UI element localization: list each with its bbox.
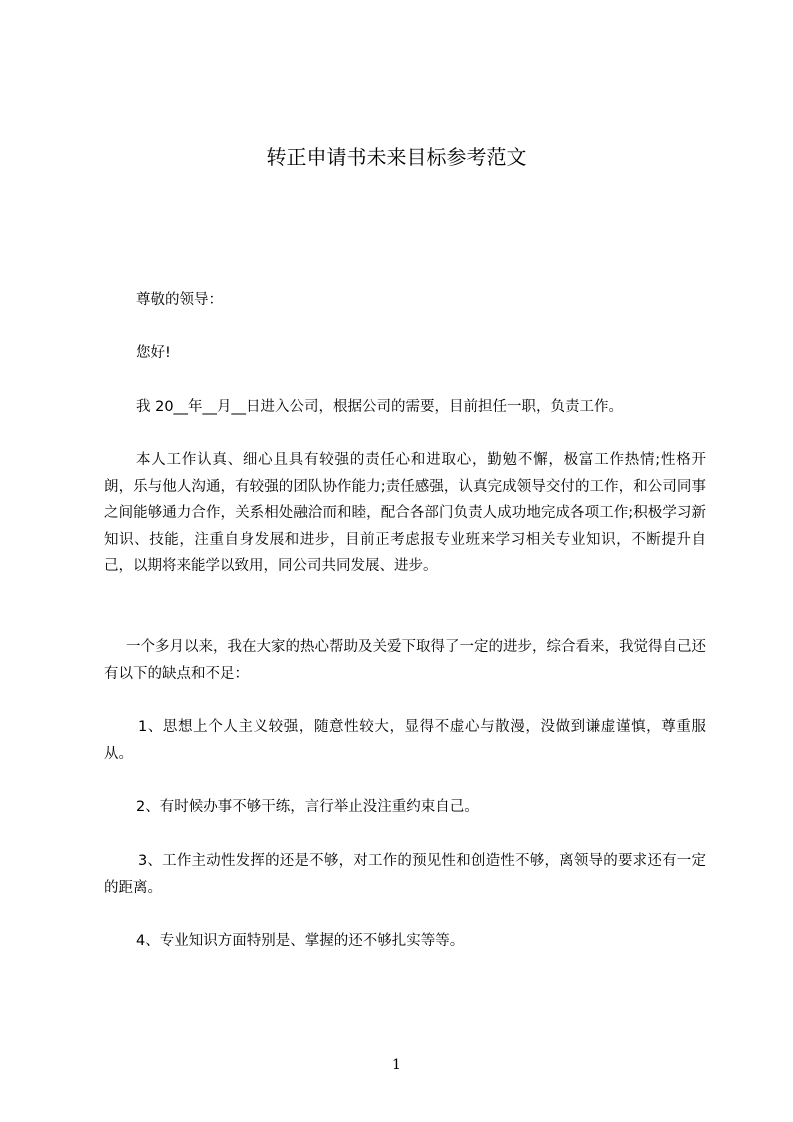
- self-assessment-paragraph: 本人工作认真、细心且具有较强的责任心和进取心，勤勉不懈，极富工作热情;性格开朗，乐与他人沟通，有较强的团队协作能力;责任感强，认真完成领导交付的工作，和公司同事之间能够通力合作，关系相处融洽而和睦，配合各部门负责人成功地完成各项工作;积极学习新知识、技能，注重自身发展和进步，目前正考虑报专业班来学习相关专业知识，不断提升自己，以期将来能学以致用，同公司共同发展、进步。: [104, 452, 706, 574]
- reflection-paragraph: 一个多月以来，我在大家的热心帮助及关爱下取得了一定的进步，综合看来，我觉得自己还有以下的缺点和不足：: [104, 639, 706, 682]
- greeting: 您好!: [136, 345, 171, 361]
- join-statement: 我 20__年__月__日进入公司，根据公司的需要，目前担任一职，负责工作。: [136, 399, 624, 415]
- shortcoming-item-3: 3、工作主动性发挥的还是不够，对工作的预见性和创造性不够，离领导的要求还有一定的距离。: [104, 853, 706, 896]
- shortcoming-item-2: 2、有时候办事不够干练，言行举止没注重约束自己。: [136, 799, 479, 815]
- shortcoming-item-1: 1、思想上个人主义较强，随意性较大，显得不虚心与散漫，没做到谦虚谨慎，尊重服从。: [104, 719, 706, 762]
- shortcoming-item-4: 4、专业知识方面特别是、掌握的还不够扎实等等。: [136, 933, 465, 949]
- salutation: 尊敬的领导：: [136, 292, 223, 308]
- document-title: 转正申请书未来目标参考范文: [266, 145, 527, 169]
- page-number: 1: [392, 1057, 401, 1073]
